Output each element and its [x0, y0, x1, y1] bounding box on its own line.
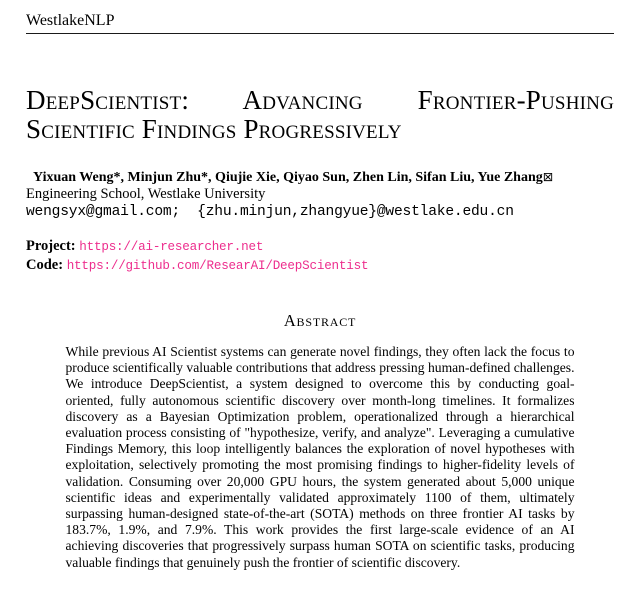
code-label: Code: [26, 256, 64, 273]
abstract-heading: Abstract [283, 311, 357, 330]
project-row [26, 238, 614, 257]
resource-links [26, 238, 614, 275]
author-names [26, 168, 614, 186]
abstract-text: While previous AI Scientist systems can generate novel findings, they often lack the focus to produce scientifically valuable contributions that address pressing human-defined challenges. We introduce DeepScientist, a system designed to overcome this by conducting goal-oriented, fully autonomous scientific discovery over month-long timelines. It formalizes discovery as a Bayesian Optimization problem, operationalized through a hierarchical evaluation process consisting of "hypothesize, verify, and analyze". Leveraging a cumulative Findings Memory, this loop intelligently balances the exploration of novel hypotheses with exploitation, selectively promoting the most promising findings to higher-fidelity levels of validation. Consuming over 20,000 GPU hours, the system generated about 5,000 unique scientific ideas and experimentally validated approximately 1100 of them, ultimately surpassing human-designed state-of-the-art (SOTA) methods on three frontier AI tasks by 183.7%, 1.9%, and 7.9%. This work provides the first large-scale evidence of an AI achieving discoveries that progressively surpass human SOTA on scientific tasks, producing valuable findings that genuinely push the frontier of scientific discovery. [65, 344, 575, 570]
project-link[interactable]: https://ai-researcher.net [79, 240, 264, 254]
code-link[interactable]: https://github.com/ResearAI/DeepScientist [66, 258, 369, 273]
abstract-section [26, 311, 614, 571]
paper-title [26, 86, 614, 144]
author-emails: wengsyx@gmail.com; {zhu.minjun,zhangyue}@westlake.edu.cn [26, 204, 514, 220]
paper-title-line-1: DeepScientist: Advancing Frontier-Pushing [26, 85, 614, 115]
page-header [26, 12, 614, 30]
header-divider [26, 33, 614, 34]
project-label: Project: [26, 238, 76, 254]
paper-title-line-2: Scientific Findings Progressively [26, 114, 402, 144]
envelope-icon: ⊠ [542, 169, 554, 184]
affiliation: Engineering School, Westlake University [26, 186, 266, 202]
author-names-text: Yixuan Weng*, Minjun Zhu*, Qiujie Xie, Qiyao Sun, Zhen Lin, Sifan Liu, Yue Zhang [33, 170, 543, 185]
site-name: WestlakeNLP [26, 12, 115, 29]
author-block [26, 168, 614, 222]
code-row [26, 257, 614, 276]
